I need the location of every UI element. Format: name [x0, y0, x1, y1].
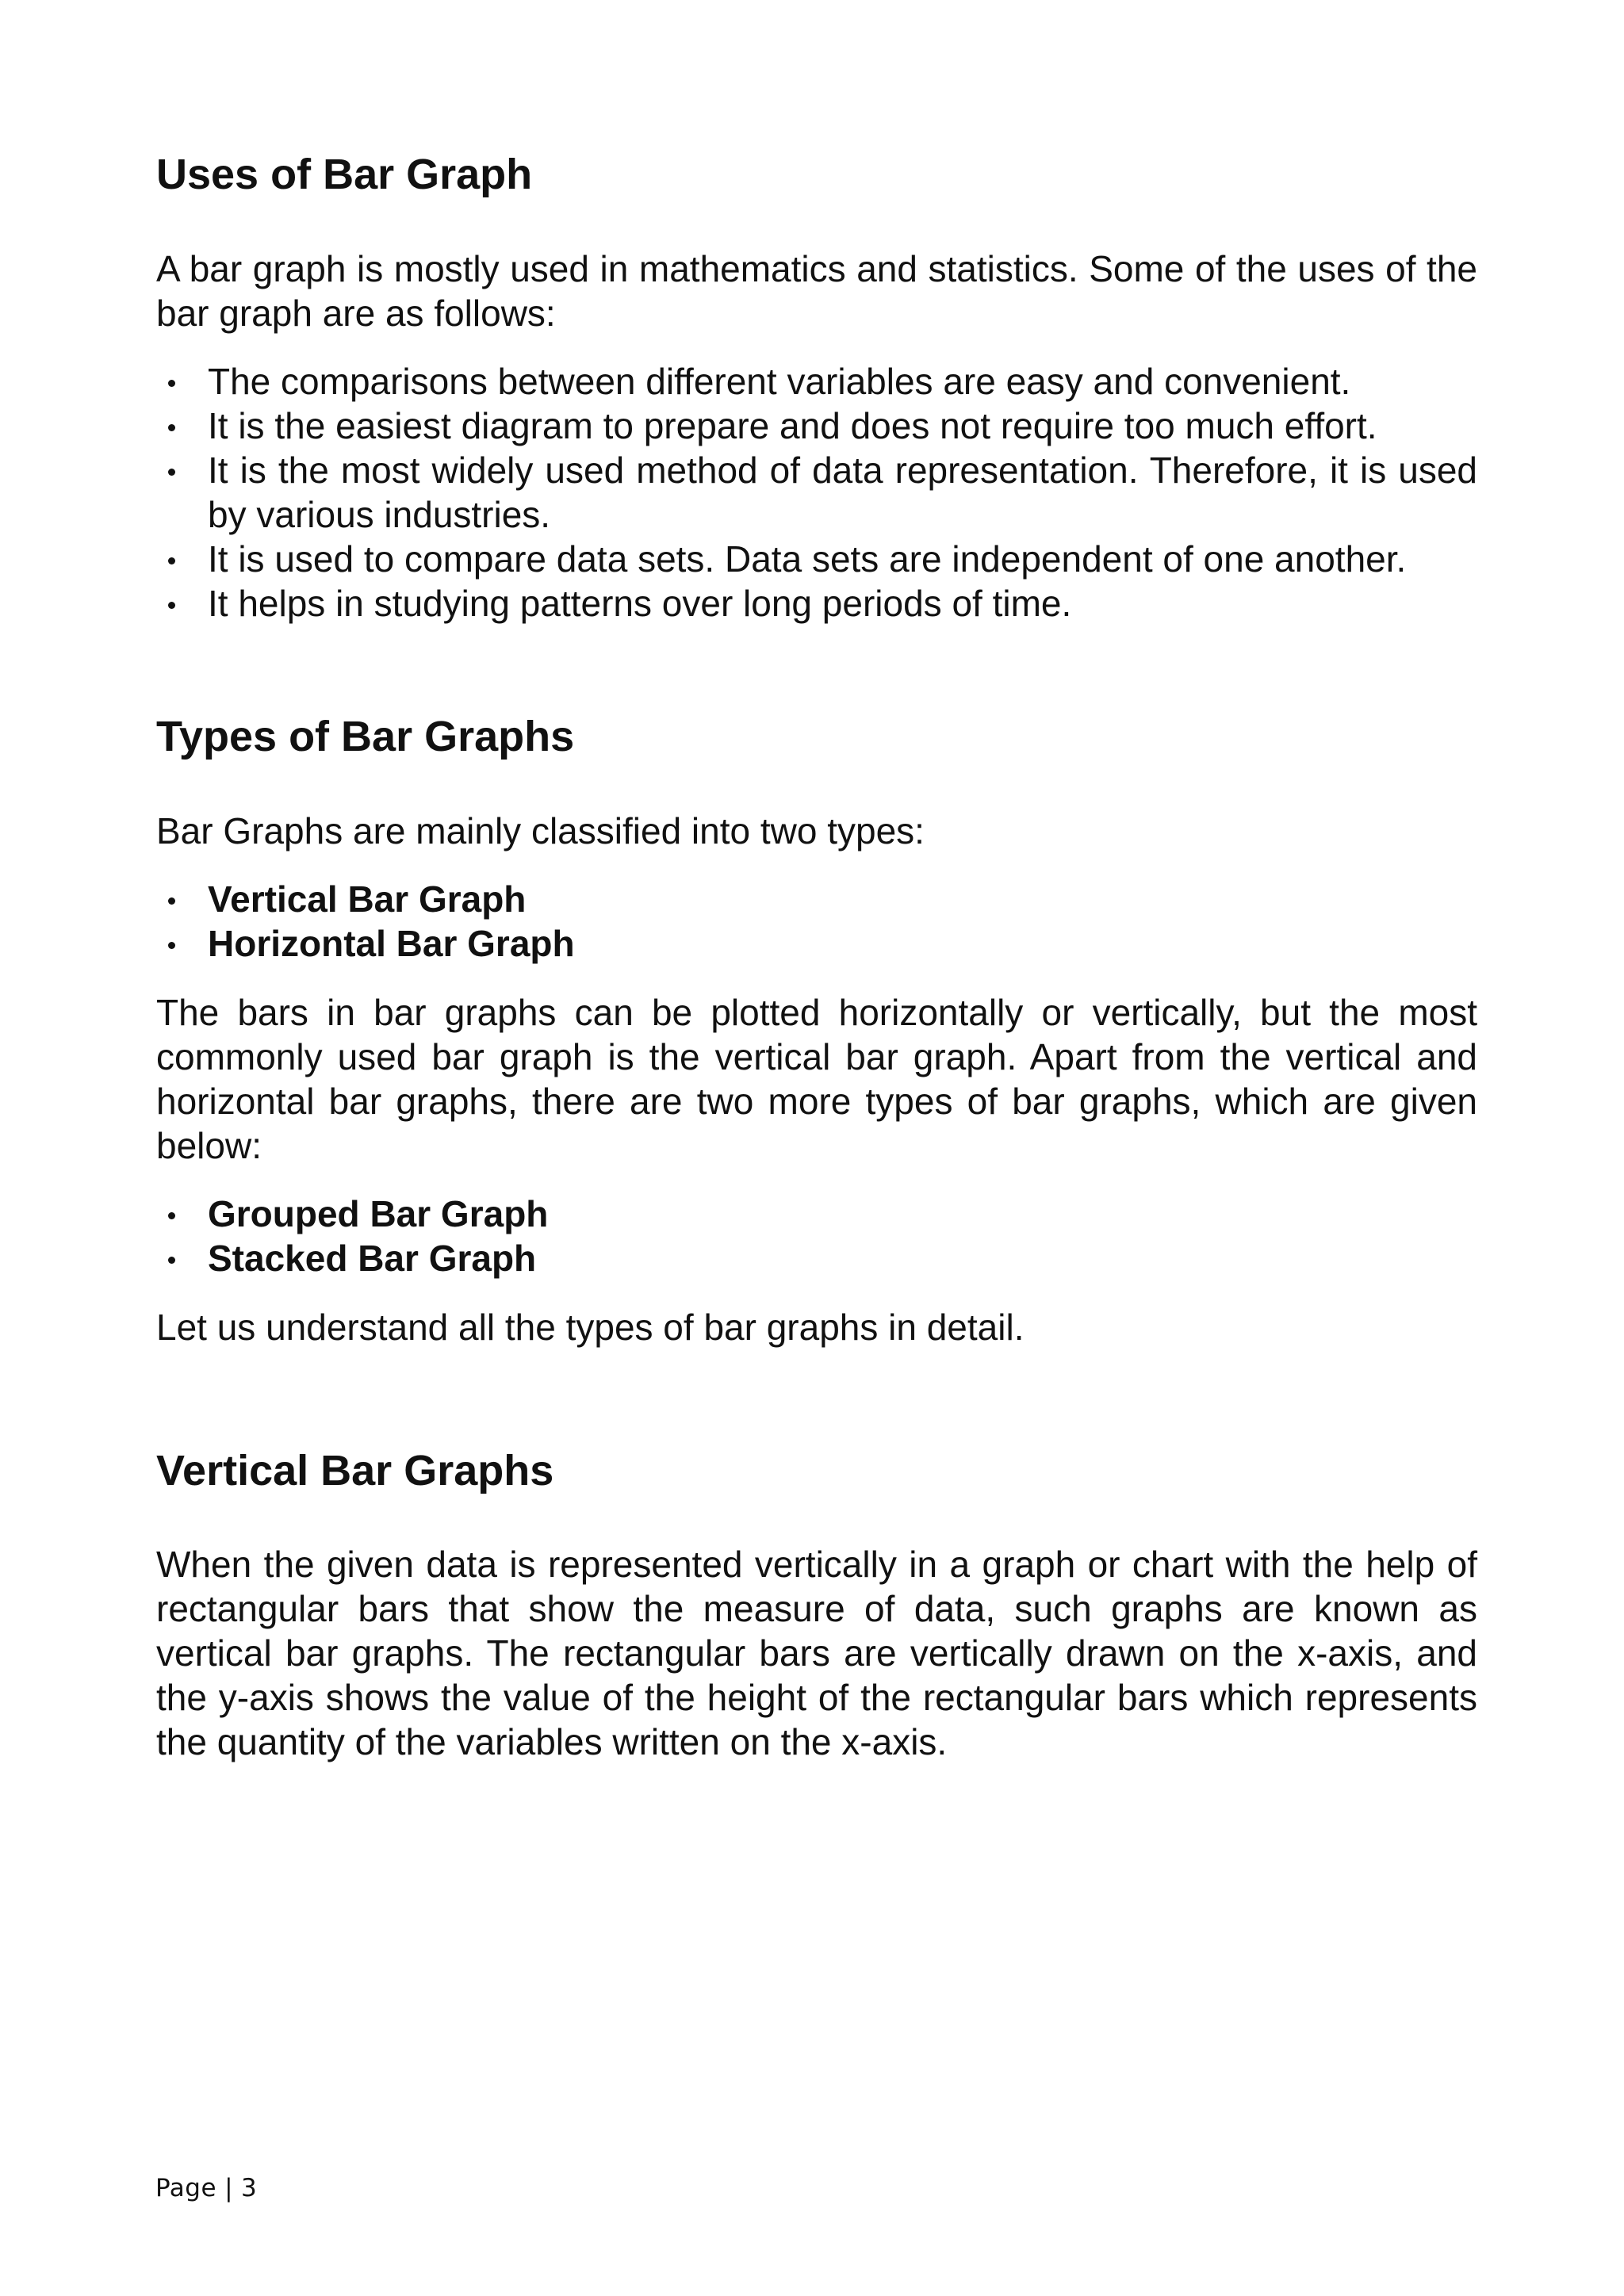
uses-intro-paragraph: A bar graph is mostly used in mathematics and statistics. Some of the uses of the bar graph are as follows:: [156, 247, 1477, 334]
page-content: [156, 149, 1477, 1764]
vertical-bar-graphs-paragraph: When the given data is represented vertically in a graph or chart with the help of rectangular bars that show the measure of data, such graphs are known as vertical bar graphs. The rectangular bars are vertically drawn on the x-axis, and the y-axis shows the value of the height of the rectangular bars which represents the quantity of the variables written on the x-axis.: [156, 1544, 1477, 1763]
list-item: Grouped Bar Graph: [156, 1192, 1477, 1236]
list-item: The comparisons between different variables are easy and convenient.: [156, 359, 1477, 404]
list-item: It is the easiest diagram to prepare and does not require too much effort.: [156, 404, 1477, 448]
page-footer: [155, 2174, 257, 2202]
list-item: Stacked Bar Graph: [156, 1236, 1477, 1280]
list-item: Vertical Bar Graph: [156, 877, 1477, 921]
types-middle-paragraph: The bars in bar graphs can be plotted horizontally or vertically, but the most commonly used bar graph is the vertical bar graph. Apart from the vertical and horizontal bar graphs, there are two more types of bar graphs, which are given below:: [156, 991, 1477, 1166]
types-closing-paragraph: Let us understand all the types of bar graphs in detail.: [156, 1306, 1025, 1348]
list-item: It is used to compare data sets. Data sets are independent of one another.: [156, 537, 1477, 581]
uses-bullet-list: [156, 359, 1477, 626]
list-item: It helps in studying patterns over long periods of time.: [156, 581, 1477, 626]
types-intro-paragraph: Bar Graphs are mainly classified into two types:: [156, 809, 925, 851]
list-item: It is the most widely used method of data representation. Therefore, it is used by various industries.: [156, 448, 1477, 537]
main-types-list: [156, 877, 1477, 966]
page-label: Page: [155, 2174, 217, 2202]
heading-types-of-bar-graphs: Types of Bar Graphs: [156, 712, 575, 760]
heading-vertical-bar-graphs: Vertical Bar Graphs: [156, 1446, 554, 1494]
page-separator: |: [224, 2174, 234, 2202]
heading-uses-of-bar-graph: Uses of Bar Graph: [156, 151, 533, 198]
list-item: Horizontal Bar Graph: [156, 921, 1477, 966]
more-types-list: [156, 1192, 1477, 1280]
page-number: 3: [241, 2174, 258, 2202]
